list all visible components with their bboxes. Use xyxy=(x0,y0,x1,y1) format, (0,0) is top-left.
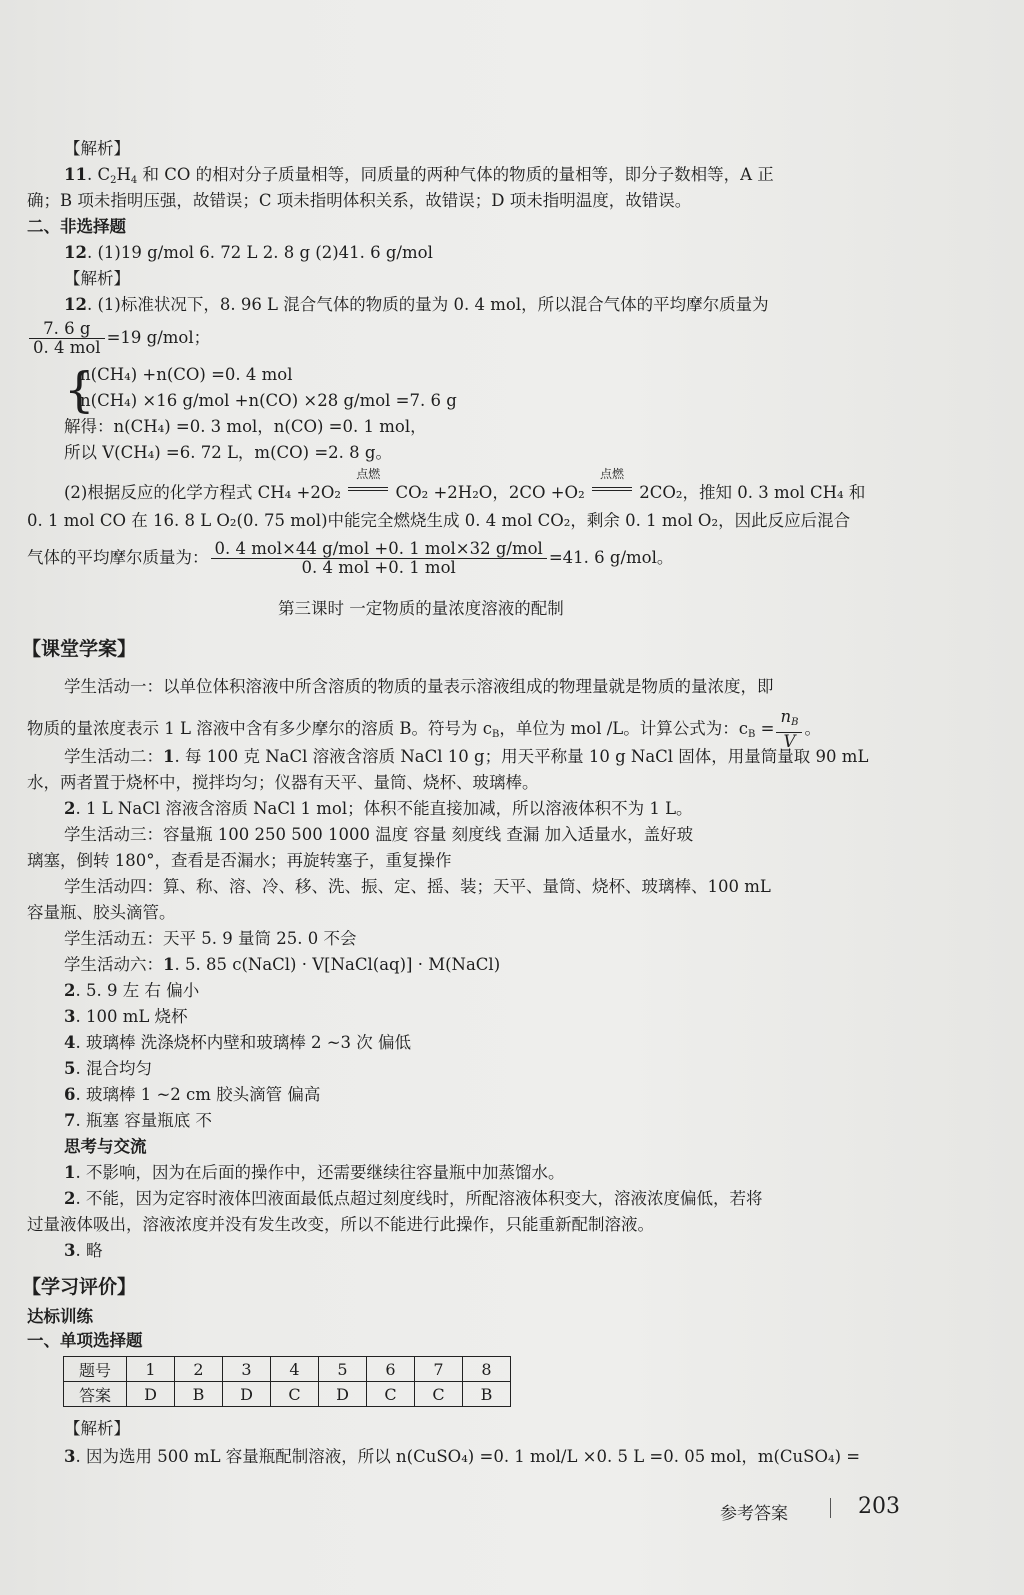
page-number: 203 xyxy=(858,1494,900,1519)
table-cell: B xyxy=(175,1382,223,1407)
paragraph-line: (2)根据反应的化学方程式 CH₄ +2O₂ 点燃 CO₂ +2H₂O，2CO +O₂ 点燃 2CO₂，推知 0. 3 mol CH₄ 和 xyxy=(64,467,866,502)
list-item: 7. 瓶塞 容量瓶底 不 xyxy=(64,1111,212,1130)
reaction-condition: 点燃 xyxy=(590,482,634,504)
paragraph-line: 所以 V(CH₄) =6. 72 L，m(CO) =2. 8 g。 xyxy=(64,443,392,462)
paragraph-line: 学生活动四：算、称、溶、冷、移、洗、振、定、摇、装；天平、量筒、烧杯、玻璃棒、100 mL xyxy=(64,877,771,896)
paragraph-line: 2. 1 L NaCl 溶液含溶质 NaCl 1 mol；体积不能直接加减，所以溶液体积不为 1 L。 xyxy=(64,799,693,818)
table-cell: 3 xyxy=(223,1357,271,1382)
answer-line: 12. (1)19 g/mol 6. 72 L 2. 8 g (2)41. 6 g/mol xyxy=(64,243,433,262)
paragraph-line: 学生活动二：1. 每 100 克 NaCl 溶液含溶质 NaCl 10 g；用天平称量 10 g NaCl 固体，用量筒量取 90 mL xyxy=(64,747,869,766)
paragraph-line: 学生活动三：容量瓶 100 250 500 1000 温度 容量 刻度线 查漏 加入适量水，盖好玻 xyxy=(64,825,694,844)
paragraph-line: 容量瓶、胶头滴管。 xyxy=(27,903,176,922)
equation-line: n(CH₄) +n(CO) =0. 4 mol xyxy=(80,365,293,384)
list-item: 3. 略 xyxy=(64,1241,103,1260)
table-cell: 5 xyxy=(319,1357,367,1382)
paragraph-line: 3. 因为选用 500 mL 容量瓶配制溶液，所以 n(CuSO₄) =0. 1 mol/L ×0. 5 L =0. 05 mol，m(CuSO₄) = xyxy=(64,1447,861,1466)
brace-symbol: { xyxy=(64,362,95,418)
subsection-heading: 达标训练 xyxy=(27,1307,93,1326)
table-cell: D xyxy=(223,1382,271,1407)
paragraph-line: 学生活动一：以单位体积溶液中所含溶质的物质的量表示溶液组成的物理量就是物质的量浓度，即 xyxy=(64,677,774,696)
table-cell: C xyxy=(271,1382,319,1407)
paragraph-line: 物质的量浓度表示 1 L 溶液中含有多少摩尔的溶质 B。符号为 $c_B$，单位为 mol /L。计算公式为：$c_B$ = $\frac{n_B}{V}$ 。 xyxy=(27,707,821,751)
list-item: 5. 混合均匀 xyxy=(64,1059,152,1078)
footer-divider xyxy=(830,1498,831,1518)
fraction-line: $\frac{7. 6 g}{\text{0. 4 mol}}$ =19 g/mol； xyxy=(27,320,210,357)
list-item: 1. 不影响，因为在后面的操作中，还需要继续往容量瓶中加蒸馏水。 xyxy=(64,1163,565,1182)
table-cell: 2 xyxy=(175,1357,223,1382)
equation-line: n(CH₄) ×16 g/mol +n(CO) ×28 g/mol =7. 6 g xyxy=(80,391,457,410)
subsection-heading: 一、单项选择题 xyxy=(27,1331,143,1350)
answer-table xyxy=(63,1356,511,1407)
paragraph-line: 学生活动五：天平 5. 9 量筒 25. 0 不会 xyxy=(64,929,357,948)
table-cell: C xyxy=(415,1382,463,1407)
table-header-cell: 答案 xyxy=(64,1382,127,1407)
section-title: 【学习评价】 xyxy=(22,1276,137,1298)
table-cell: C xyxy=(367,1382,415,1407)
table-row xyxy=(64,1357,511,1382)
table-cell: 1 xyxy=(127,1357,175,1382)
list-item: 6. 玻璃棒 1 ~2 cm 胶头滴管 偏高 xyxy=(64,1085,321,1104)
paragraph-line: 学生活动六：1. 5. 85 c(NaCl) · V[NaCl(aq)] · M(NaCl) xyxy=(64,955,501,974)
list-item: 2. 不能，因为定容时液体凹液面最低点超过刻度线时，所配溶液体积变大，溶液浓度偏低，若将 xyxy=(64,1189,763,1208)
paragraph-line: 过量液体吸出，溶液浓度并没有发生改变，所以不能进行此操作，只能重新配制溶液。 xyxy=(27,1215,654,1234)
table-cell: 4 xyxy=(271,1357,319,1382)
list-item: 4. 玻璃棒 洗涤烧杯内壁和玻璃棒 2 ~3 次 偏低 xyxy=(64,1033,412,1052)
list-item: 2. 5. 9 左 右 偏小 xyxy=(64,981,200,1000)
lesson-heading: 第三课时 一定物质的量浓度溶液的配制 xyxy=(278,599,564,618)
paragraph-line: 解得：n(CH₄) =0. 3 mol，n(CO) =0. 1 mol， xyxy=(64,417,427,436)
fraction-line: 气体的平均摩尔质量为： $\frac{\text{0. 4 mol×44 g/mol +0. 1 mol×32 g/mol}}{\text{0. 4 mol +0. 1 mol}}$ =41. 6 g/mol。 xyxy=(27,539,674,577)
footer-label: 参考答案 xyxy=(720,1504,788,1524)
table-cell: D xyxy=(319,1382,367,1407)
table-cell: D xyxy=(127,1382,175,1407)
fraction: $\frac{\text{0. 4 mol×44 g/mol +0. 1 mol×32 g/mol}}{\text{0. 4 mol +0. 1 mol}}$ xyxy=(211,540,547,577)
table-row xyxy=(64,1382,511,1407)
section-title: 【课堂学案】 xyxy=(22,638,137,660)
reaction-condition: 点燃 xyxy=(346,482,390,504)
fraction: $\frac{n_B}{V}$ xyxy=(776,708,802,751)
table-header-cell: 题号 xyxy=(64,1357,127,1382)
table-cell: 8 xyxy=(463,1357,511,1382)
list-item: 3. 100 mL 烧杯 xyxy=(64,1007,188,1026)
analysis-label: 【解析】 xyxy=(64,1419,130,1438)
paragraph-line: 12. (1)标准状况下，8. 96 L 混合气体的物质的量为 0. 4 mol，所以混合气体的平均摩尔质量为 xyxy=(64,295,769,314)
section-heading: 二、非选择题 xyxy=(27,217,126,236)
paragraph-line: 确；B 项未指明压强，故错误；C 项未指明体积关系，故错误；D 项未指明温度，故错误。 xyxy=(27,191,692,210)
paragraph-line: 11. $C_2H_4$ 和 CO 的相对分子质量相等，同质量的两种气体的物质的量相等，即分子数相等，A 正 xyxy=(64,165,774,186)
subsection-heading: 思考与交流 xyxy=(64,1137,147,1156)
paragraph-line: 璃塞，倒转 180°，查看是否漏水；再旋转塞子，重复操作 xyxy=(27,851,452,870)
fraction: $\frac{7. 6 g}{\text{0. 4 mol}}$ xyxy=(29,320,105,357)
paragraph-line: 水，两者置于烧杯中，搅拌均匀；仪器有天平、量筒、烧杯、玻璃棒。 xyxy=(27,773,539,792)
table-cell: 6 xyxy=(367,1357,415,1382)
table-cell: B xyxy=(463,1382,511,1407)
table-cell: 7 xyxy=(415,1357,463,1382)
analysis-label: 【解析】 xyxy=(64,269,130,288)
paragraph-line: 0. 1 mol CO 在 16. 8 L O₂(0. 75 mol)中能完全燃烧生成 0. 4 mol CO₂，剩余 0. 1 mol O₂，因此反应后混合 xyxy=(27,511,851,530)
analysis-label: 【解析】 xyxy=(64,139,130,158)
